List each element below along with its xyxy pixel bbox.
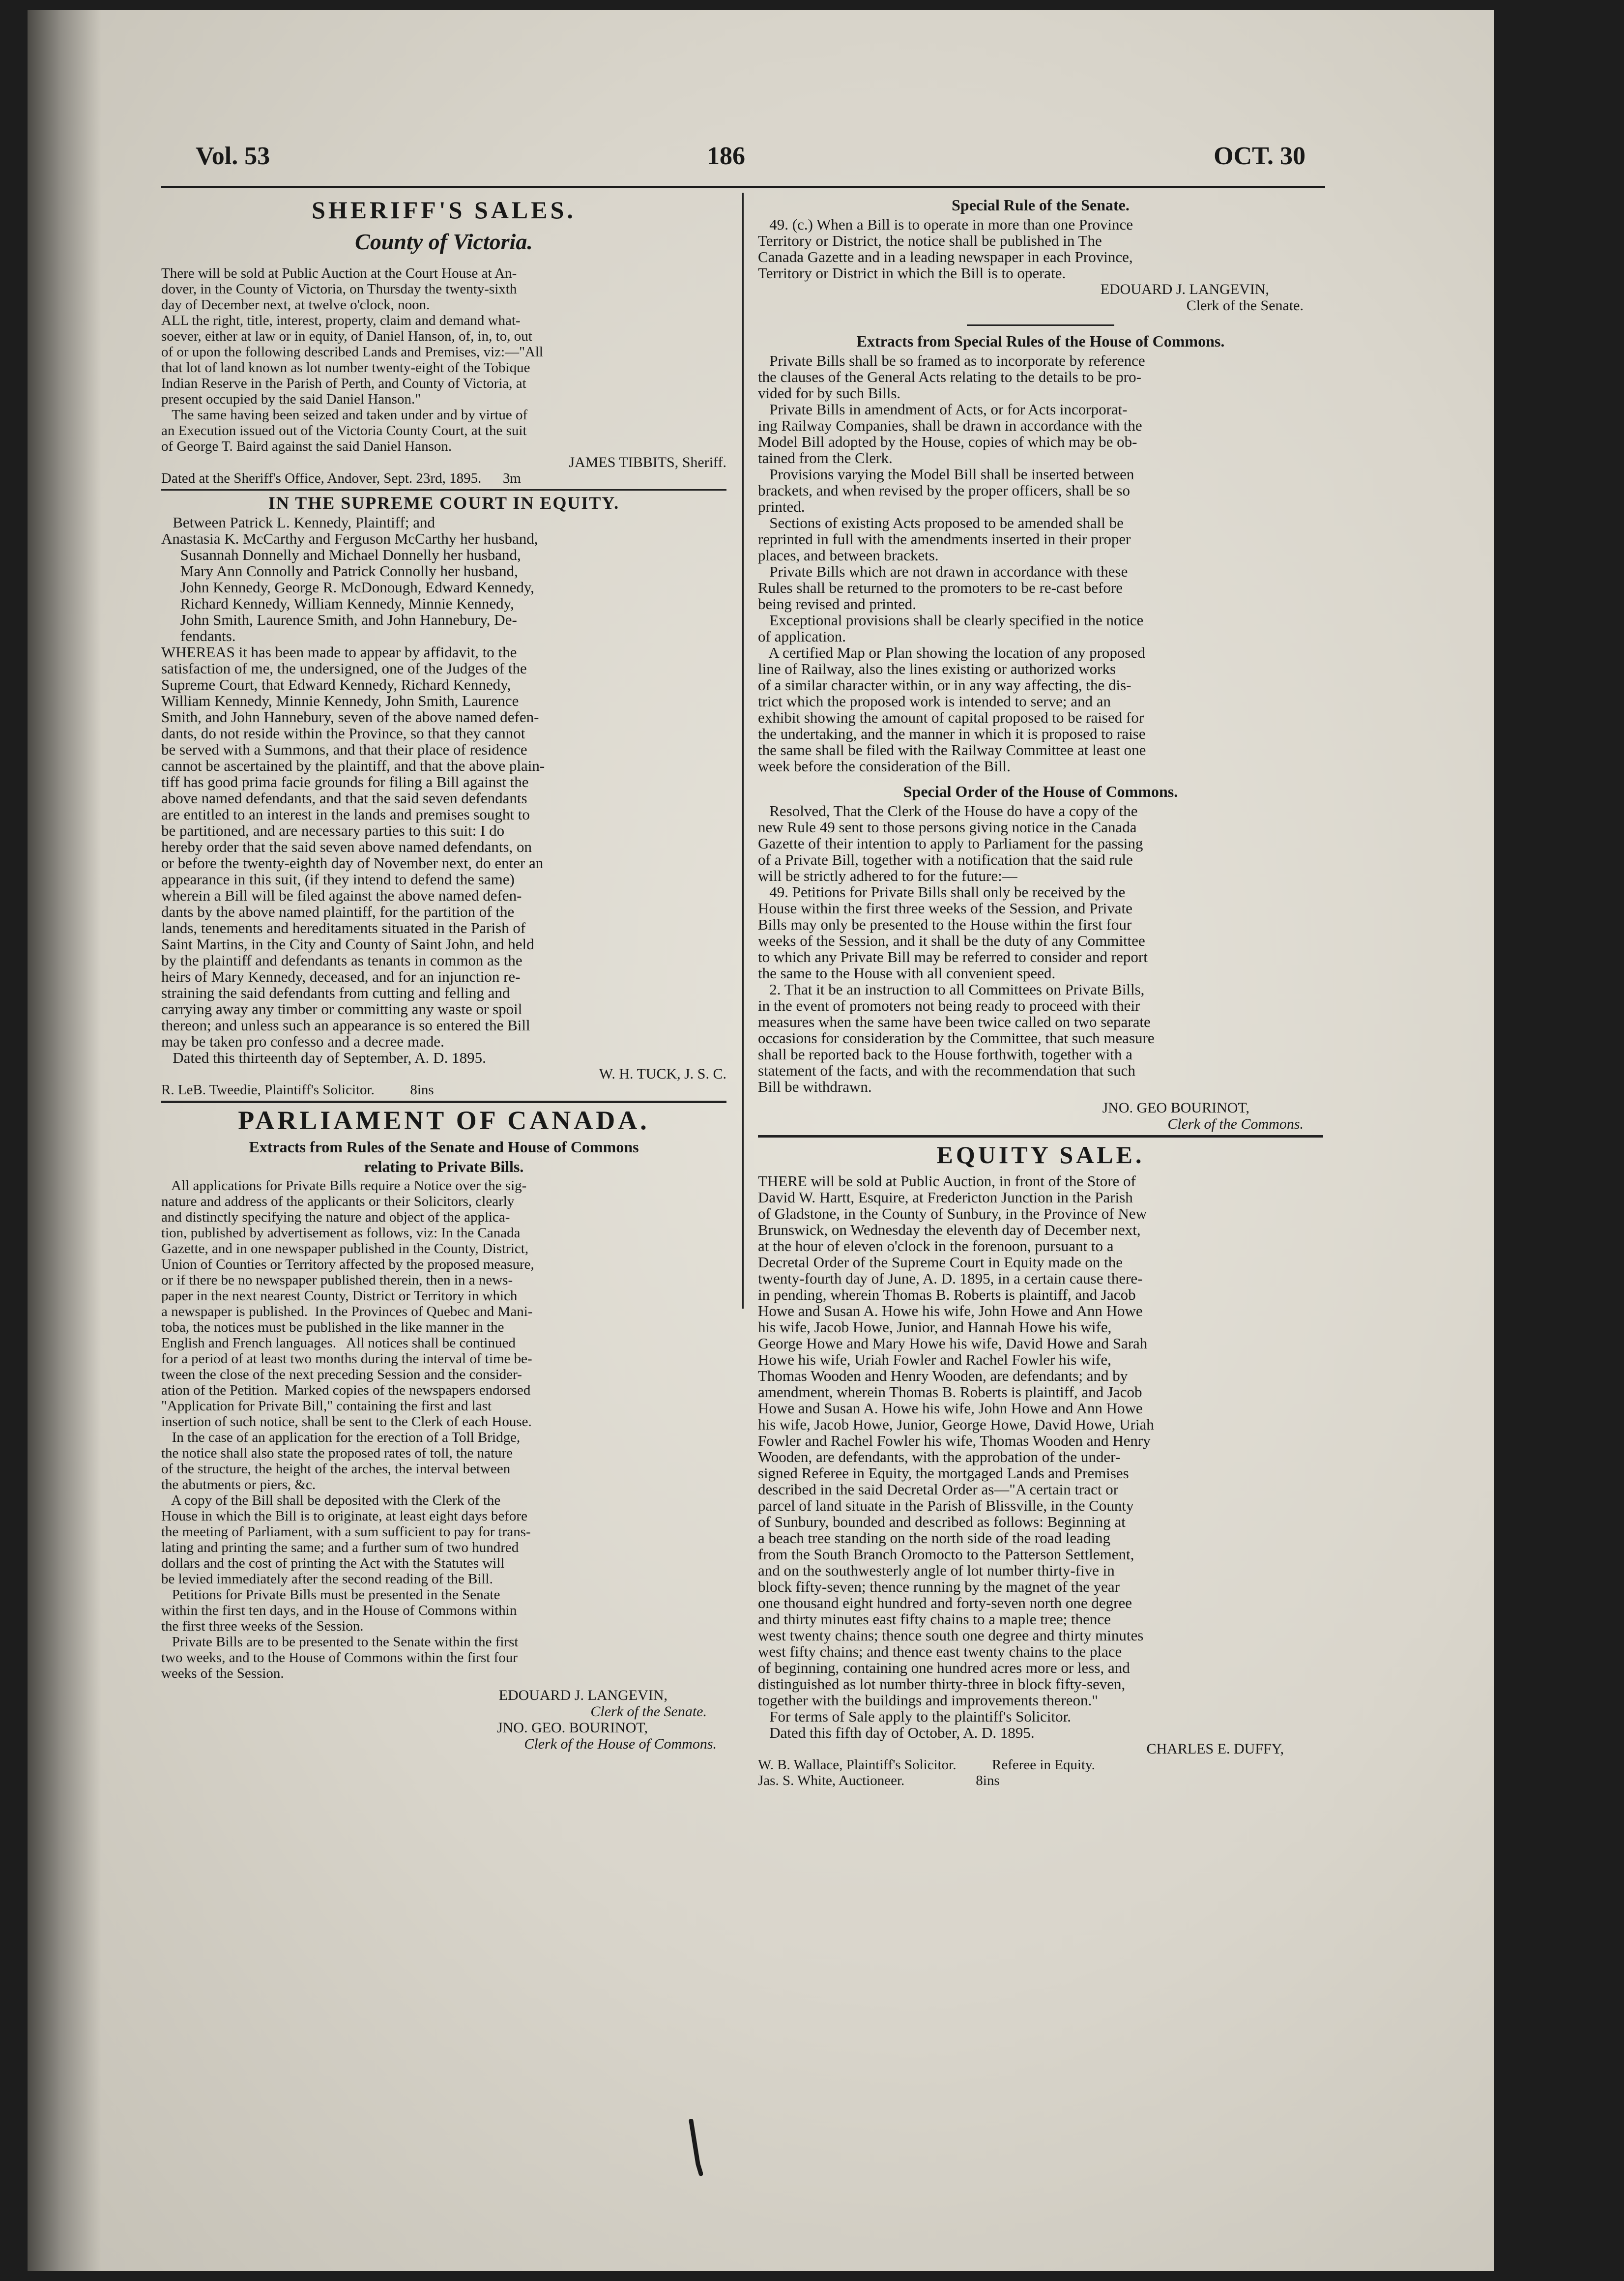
court-body-line: thereon; and unless such an appearance is so entered the Bill: [161, 1017, 530, 1034]
court-body-line: John Smith, Laurence Smith, and John Hannebury, De-: [161, 611, 517, 628]
court-body-line: satisfaction of me, the undersigned, one of the Judges of the: [161, 660, 527, 677]
sheriff-sale-body: [161, 265, 726, 454]
commons-rules-line: tained from the Clerk.: [758, 449, 893, 467]
volume-number: Vol. 53: [196, 142, 270, 170]
parliament-body-line: English and French languages. All notices shall be continued: [161, 1335, 516, 1351]
equity-sale-line: Decretal Order of the Supreme Court in Equity made on the: [758, 1254, 1123, 1271]
special-order-line: Bills may only be presented to the House within the first four: [758, 916, 1132, 933]
parliament-body-line: insertion of such notice, shall be sent to the Clerk of each House.: [161, 1414, 532, 1430]
court-body-line: dants by the above named plaintiff, for the partition of the: [161, 903, 515, 920]
issue-date: OCT. 30: [1214, 142, 1305, 170]
equity-sale-notice: [758, 1140, 1323, 1788]
equity-sale-line: signed Referee in Equity, the mortgaged Lands and Premises: [758, 1464, 1129, 1482]
special-order-line: of a Private Bill, together with a notification that the said rule: [758, 851, 1133, 868]
sheriff-dated-line: Dated at the Sheriff's Office, Andover, Sept. 23rd, 1895. 3m: [161, 470, 521, 486]
court-solicitor-line: R. LeB. Tweedie, Plaintiff's Solicitor. 8ins: [161, 1082, 434, 1098]
special-order-line: 49. Petitions for Private Bills shall only be received by the: [758, 883, 1126, 901]
sheriff-sale-line: an Execution issued out of the Victoria County Court, at the suit: [161, 423, 527, 439]
commons-rules-line: brackets, and when revised by the proper officers, shall be so: [758, 482, 1130, 499]
parliament-body-line: tween the close of the next preceding Session and the consider-: [161, 1367, 522, 1382]
equity-sale-line: Howe his wife, Uriah Fowler and Rachel Fowler his wife,: [758, 1351, 1111, 1368]
senate-rule-body: [758, 216, 1323, 281]
section-rule: [161, 489, 726, 491]
equity-sale-line: Brunswick, on Wednesday the eleventh day of December next,: [758, 1221, 1141, 1238]
court-body-line: carrying away any timber or committing any waste or spoil: [161, 1000, 522, 1018]
county-heading: County of Victoria.: [355, 229, 533, 254]
sheriff-sale-line: Indian Reserve in the Parish of Perth, and County of Victoria, at: [161, 376, 526, 391]
senate-rule-line: 49. (c.) When a Bill is to operate in more than one Province: [758, 216, 1133, 233]
court-body-line: Richard Kennedy, William Kennedy, Minnie Kennedy,: [161, 595, 514, 612]
equity-sale-line: from the South Branch Oromocto to the Patterson Settlement,: [758, 1546, 1134, 1563]
parliament-body-line: dollars and the cost of printing the Act with the Statutes will: [161, 1555, 505, 1571]
special-order-line: Bill be withdrawn.: [758, 1078, 872, 1095]
sheriff-sale-line: dover, in the County of Victoria, on Thursday the twenty-sixth: [161, 281, 517, 297]
court-body-line: straining the said defendants from cutting and felling and: [161, 984, 510, 1001]
court-body-line: dants, do not reside within the Province, so that they cannot: [161, 725, 525, 742]
parliament-notice: [161, 1106, 726, 1752]
special-order-line: shall be reported back to the House forthwith, together with a: [758, 1046, 1132, 1063]
court-body-line: hereby order that the said seven above named defendants, on: [161, 838, 532, 855]
parliament-body-line: the abutments or piers, &c.: [161, 1477, 316, 1492]
supreme-court-heading: IN THE SUPREME COURT IN EQUITY.: [268, 493, 620, 513]
court-body-line: may be taken pro confesso and a decree made.: [161, 1033, 444, 1050]
running-head: [161, 139, 1325, 188]
commons-rules-heading: Extracts from Special Rules of the House of Commons.: [856, 332, 1225, 350]
special-order-line: in the event of promoters not being ready to proceed with their: [758, 997, 1140, 1014]
senate-rule-signature: EDOUARD J. LANGEVIN,: [1100, 281, 1269, 297]
special-order-line: Gazette of their intention to apply to Parliament for the passing: [758, 835, 1143, 852]
senate-clerk-name: EDOUARD J. LANGEVIN,: [498, 1687, 667, 1703]
parliament-body-line: for a period of at least two months during the interval of time be-: [161, 1351, 532, 1367]
parliament-body-line: toba, the notices must be published in the like manner in the: [161, 1319, 504, 1335]
equity-sale-line: at the hour of eleven o'clock in the forenoon, pursuant to a: [758, 1237, 1114, 1255]
parliament-subheading-1: Extracts from Rules of the Senate and House of Commons: [249, 1138, 639, 1156]
commons-rules-line: Private Bills which are not drawn in accordance with these: [758, 563, 1128, 580]
equity-sale-line: of beginning, containing one hundred acres more or less, and: [758, 1659, 1130, 1676]
equity-sale-line: Fowler and Rachel Fowler his wife, Thomas Wooden and Henry: [758, 1432, 1151, 1449]
parliament-subheading-2: relating to Private Bills.: [364, 1158, 524, 1175]
commons-rules-line: line of Railway, also the lines existing or authorized works: [758, 660, 1116, 677]
commons-rules-line: of a similar character within, or in any way affecting, the dis-: [758, 676, 1131, 694]
equity-sale-line: his wife, Jacob Howe, Junior, and Hannah Howe his wife,: [758, 1318, 1112, 1336]
parliament-body-line: tion, published by advertisement as follows, viz: In the Canada: [161, 1225, 521, 1241]
equity-sale-line: Thomas Wooden and Henry Wooden, are defendants; and by: [758, 1367, 1128, 1384]
court-body-line: fendants.: [161, 627, 236, 644]
senate-rule-line: Territory or District, the notice shall be published in The: [758, 232, 1102, 249]
special-order-line: statement of the facts, and with the recommendation that such: [758, 1062, 1135, 1079]
parliament-body-line: A copy of the Bill shall be deposited with the Clerk of the: [161, 1492, 501, 1508]
court-body-line: be served with a Summons, and that their place of residence: [161, 741, 527, 758]
equity-auctioneer-line: Jas. S. White, Auctioneer. 8ins: [758, 1773, 1000, 1788]
court-body-line: heirs of Mary Kennedy, deceased, and for an injunction re-: [161, 968, 521, 985]
special-order-line: weeks of the Session, and it shall be the duty of any Committee: [758, 932, 1145, 949]
senate-rule-notice: [758, 197, 1323, 314]
equity-solicitor-line: W. B. Wallace, Plaintiff's Solicitor. Referee in Equity.: [758, 1757, 1095, 1773]
sheriff-signature: JAMES TIBBITS, Sheriff.: [569, 454, 726, 470]
parliament-body-line: lating and printing the same; and a further sum of two hundred: [161, 1540, 519, 1555]
commons-rules-line: of application.: [758, 628, 846, 645]
special-order-heading: Special Order of the House of Commons.: [903, 783, 1178, 800]
parliament-body-line: be levied immediately after the second reading of the Bill.: [161, 1571, 493, 1587]
parliament-body-line: "Application for Private Bill," containing the first and last: [161, 1398, 492, 1414]
special-order-line: to which any Private Bill may be referred to consider and report: [758, 948, 1148, 965]
court-body-line: John Kennedy, George R. McDonough, Edward Kennedy,: [161, 579, 535, 596]
equity-sale-line: and on the southwesterly angle of lot number thirty-five in: [758, 1562, 1115, 1579]
equity-sale-body: [758, 1173, 1323, 1741]
special-order-line: House within the first three weeks of the Session, and Private: [758, 900, 1132, 917]
commons-clerk-title: Clerk of the House of Commons.: [524, 1736, 717, 1752]
special-order-body: [758, 803, 1323, 1095]
court-body-line: Dated this thirteenth day of September, A. D. 1895.: [161, 1049, 486, 1066]
equity-sale-line: in pending, wherein Thomas B. Roberts is plaintiff, and Jacob: [758, 1286, 1136, 1303]
court-body-line: Anastasia K. McCarthy and Ferguson McCarthy her husband,: [161, 530, 538, 547]
commons-rules-body: [758, 352, 1323, 774]
commons-rules-line: ing Railway Companies, shall be drawn in accordance with the: [758, 417, 1142, 434]
special-order-line: Resolved, That the Clerk of the House do have a copy of the: [758, 802, 1138, 819]
commons-rules-line: A certified Map or Plan showing the location of any proposed: [758, 644, 1145, 661]
sheriff-sale-line: The same having been seized and taken under and by virtue of: [161, 407, 528, 423]
court-body-line: are entitled to an interest in the lands and premises sought to: [161, 806, 530, 823]
commons-rules-line: Private Bills in amendment of Acts, or for Acts incorporat-: [758, 401, 1128, 418]
section-rule: [758, 1135, 1323, 1138]
parliament-body-line: and distinctly specifying the nature and object of the applica-: [161, 1209, 510, 1225]
equity-sale-line: twenty-fourth day of June, A. D. 1895, in a certain cause there-: [758, 1270, 1143, 1287]
parliament-body-line: House in which the Bill is to originate, at least eight days before: [161, 1508, 527, 1524]
parliament-body-line: the meeting of Parliament, with a sum sufficient to pay for trans-: [161, 1524, 531, 1540]
equity-sale-line: west twenty chains; thence south one degree and thirty minutes: [758, 1627, 1144, 1644]
court-body-line: appearance in this suit, (if they intend to defend the same): [161, 871, 515, 888]
commons-rules-line: exhibit showing the amount of capital proposed to be raised for: [758, 709, 1144, 726]
sheriff-sale-line: that lot of land known as lot number twenty-eight of the Tobique: [161, 360, 530, 376]
equity-sale-line: Dated this fifth day of October, A. D. 1895.: [758, 1724, 1035, 1741]
court-body-line: tiff has good prima facie grounds for filing a Bill against the: [161, 773, 529, 790]
sheriff-sale-line: There will be sold at Public Auction at the Court House at An-: [161, 265, 517, 281]
sheriff-sale-line: day of December next, at twelve o'clock, noon.: [161, 297, 430, 313]
parliament-body-line: two weeks, and to the House of Commons within the first four: [161, 1650, 518, 1666]
parliament-body-line: weeks of the Session.: [161, 1666, 284, 1681]
parliament-body-line: within the first ten days, and in the House of Commons within: [161, 1603, 517, 1618]
commons-rules-line: Private Bills shall be so framed as to incorporate by reference: [758, 352, 1145, 369]
pencil-mark: [688, 2119, 703, 2178]
equity-sale-line: his wife, Jacob Howe, Junior, George Howe, David Howe, Uriah: [758, 1416, 1154, 1433]
equity-sale-line: of Sunbury, bounded and described as follows: Beginning at: [758, 1513, 1126, 1530]
commons-rules-line: the same shall be filed with the Railway Committee at least one: [758, 741, 1146, 759]
equity-sale-line: For terms of Sale apply to the plaintiff's Solicitor.: [758, 1708, 1071, 1725]
parliament-body-line: or if there be no newspaper published therein, then in a news-: [161, 1272, 513, 1288]
gazette-sheet: [161, 139, 1325, 2036]
parliament-body-line: ation of the Petition. Marked copies of the newspapers endorsed: [161, 1382, 531, 1398]
parliament-body-line: paper in the next nearest County, District or Territory in which: [161, 1288, 518, 1304]
commons-rules-line: Exceptional provisions shall be clearly specified in the notice: [758, 612, 1144, 629]
court-body-line: cannot be ascertained by the plaintiff, and that the above plain-: [161, 757, 545, 774]
parliament-heading: PARLIAMENT OF CANADA.: [238, 1106, 650, 1135]
equity-sale-line: described in the said Decretal Order as—"A certain tract or: [758, 1481, 1119, 1498]
senate-rule-heading: Special Rule of the Senate.: [952, 196, 1130, 214]
parliament-body-line: In the case of an application for the erection of a Toll Bridge,: [161, 1430, 521, 1445]
commons-rules-line: reprinted in full with the amendments inserted in their proper: [758, 530, 1131, 548]
sheriff-sale-notice: [161, 196, 726, 486]
court-body-line: Smith, and John Hannebury, seven of the above named defen-: [161, 708, 539, 726]
commons-rules-line: Model Bill adopted by the House, copies of which may be ob-: [758, 433, 1137, 450]
equity-sale-line: THERE will be sold at Public Auction, in front of the Store of: [758, 1172, 1136, 1190]
commons-rules-line: vided for by such Bills.: [758, 384, 901, 402]
equity-sale-line: amendment, wherein Thomas B. Roberts is plaintiff, and Jacob: [758, 1383, 1142, 1401]
parliament-body-line: Petitions for Private Bills must be presented in the Senate: [161, 1587, 500, 1603]
equity-sale-line: Howe and Susan A. Howe his wife, John Howe and Ann Howe: [758, 1400, 1143, 1417]
court-body-line: wherein a Bill will be filed against the above named defen-: [161, 887, 522, 904]
left-column: [161, 193, 726, 2036]
sheriff-sale-heading: SHERIFF'S SALES.: [312, 196, 576, 224]
equity-sale-line: parcel of land situate in the Parish of Blissville, in the County: [758, 1497, 1134, 1514]
special-order-line: the same to the House with all convenient speed.: [758, 965, 1056, 982]
equity-sale-line: Wooden, are defendants, with the approbation of the under-: [758, 1448, 1121, 1465]
commons-rules-line: trict which the proposed work is intended to serve; and an: [758, 693, 1111, 710]
section-rule: [161, 1101, 726, 1103]
parliament-body-line: the first three weeks of the Session.: [161, 1618, 364, 1634]
equity-sale-line: a beach tree standing on the north side of the road leading: [758, 1529, 1111, 1547]
commons-rules-line: Sections of existing Acts proposed to be amended shall be: [758, 514, 1124, 531]
scanned-page: [28, 10, 1494, 2271]
commons-rules-line: printed.: [758, 498, 805, 515]
sheriff-sale-line: soever, either at law or in equity, of Daniel Hanson, of, in, to, out: [161, 328, 532, 344]
equity-sale-line: west fifty chains; and thence east twenty chains to the place: [758, 1643, 1122, 1660]
parliament-body-line: Private Bills are to be presented to the Senate within the first: [161, 1634, 519, 1650]
judge-signature: W. H. TUCK, J. S. C.: [599, 1066, 726, 1082]
parliament-body-line: the notice shall also state the proposed rates of toll, the nature: [161, 1445, 513, 1461]
court-body-line: Between Patrick L. Kennedy, Plaintiff; and: [161, 514, 435, 531]
special-order-line: occasions for consideration by the Committee, that such measure: [758, 1029, 1155, 1047]
supreme-court-body: [161, 514, 726, 1066]
sheriff-sale-line: of George T. Baird against the said Daniel Hanson.: [161, 439, 452, 454]
parliament-body-line: Gazette, and in one newspaper published in the County, District,: [161, 1241, 529, 1257]
commons-rules-line: week before the consideration of the Bill.: [758, 758, 1011, 775]
court-body-line: or before the twenty-eighth day of November next, do enter an: [161, 854, 544, 872]
commons-rules-line: Rules shall be returned to the promoters to be re-cast before: [758, 579, 1123, 596]
equity-sale-line: block fifty-seven; thence running by the magnet of the year: [758, 1578, 1120, 1595]
court-body-line: William Kennedy, Minnie Kennedy, John Smith, Laurence: [161, 692, 519, 709]
commons-rules-line: Provisions varying the Model Bill shall be inserted between: [758, 466, 1134, 483]
commons-rules-line: the clauses of the General Acts relating to the details to be pro-: [758, 368, 1141, 385]
parliament-body-line: Union of Counties or Territory affected by the proposed measure,: [161, 1257, 534, 1272]
equity-sale-heading: EQUITY SALE.: [936, 1141, 1145, 1169]
equity-sale-line: distinguished as lot number thirty-three in block fifty-seven,: [758, 1675, 1126, 1693]
sheriff-sale-line: present occupied by the said Daniel Hanson.": [161, 391, 421, 407]
referee-signature: CHARLES E. DUFFY,: [1146, 1741, 1284, 1757]
sheriff-sale-line: ALL the right, title, interest, property, claim and demand what-: [161, 313, 521, 328]
commons-rules-line: places, and between brackets.: [758, 547, 939, 564]
court-body-line: WHEREAS it has been made to appear by affidavit, to the: [161, 643, 517, 661]
senate-rule-line: Territory or District in which the Bill is to operate.: [758, 264, 1066, 282]
supreme-court-notice: [161, 495, 726, 1098]
commons-clerk-name: JNO. GEO. BOURINOT,: [497, 1720, 648, 1736]
parliament-body-line: of the structure, the height of the arches, the interval between: [161, 1461, 511, 1477]
court-body-line: by the plaintiff and defendants as tenants in common as the: [161, 952, 522, 969]
equity-sale-line: and thirty minutes east fifty chains to a maple tree; thence: [758, 1610, 1111, 1628]
special-order-line: 2. That it be an instruction to all Committees on Private Bills,: [758, 981, 1145, 998]
equity-sale-line: together with the buildings and improvements thereon.": [758, 1692, 1098, 1709]
short-rule: [967, 324, 1114, 326]
special-order-line: measures when the same have been twice called on two separate: [758, 1013, 1151, 1030]
right-column: [758, 193, 1323, 2036]
commons-rules-line: being revised and printed.: [758, 595, 916, 613]
court-body-line: Supreme Court, that Edward Kennedy, Richard Kennedy,: [161, 676, 511, 693]
commons-rules-line: the undertaking, and the manner in which it is proposed to raise: [758, 725, 1146, 742]
commons-rules-notice: [758, 333, 1323, 774]
special-order-signature-title: Clerk of the Commons.: [1167, 1116, 1304, 1132]
equity-sale-line: one thousand eight hundred and forty-seven north one degree: [758, 1594, 1132, 1611]
senate-rule-signature-title: Clerk of the Senate.: [1186, 297, 1304, 314]
equity-sale-line: George Howe and Mary Howe his wife, David Howe and Sarah: [758, 1335, 1148, 1352]
special-order-notice: [758, 783, 1323, 1132]
court-body-line: be partitioned, and are necessary parties to this suit: I do: [161, 822, 505, 839]
equity-sale-line: Howe and Susan A. Howe his wife, John Howe and Ann Howe: [758, 1302, 1143, 1319]
parliament-body-line: All applications for Private Bills require a Notice over the sig-: [161, 1178, 527, 1194]
special-order-line: will be strictly adhered to for the future:—: [758, 867, 1017, 884]
court-body-line: Mary Ann Connolly and Patrick Connolly her husband,: [161, 562, 518, 580]
special-order-line: new Rule 49 sent to those persons giving notice in the Canada: [758, 819, 1137, 836]
court-body-line: above named defendants, and that the said seven defendants: [161, 790, 527, 807]
senate-clerk-title: Clerk of the Senate.: [590, 1703, 707, 1720]
parliament-body-line: a newspaper is published. In the Provinces of Quebec and Mani-: [161, 1304, 533, 1319]
special-order-signature: JNO. GEO BOURINOT,: [1102, 1100, 1249, 1116]
court-body-line: lands, tenements and hereditaments situated in the Parish of: [161, 919, 526, 936]
sheriff-sale-line: of or upon the following described Lands and Premises, viz:—"All: [161, 344, 543, 360]
columns: [161, 193, 1325, 2036]
senate-rule-line: Canada Gazette and in a leading newspaper in each Province,: [758, 248, 1133, 265]
column-divider: [742, 193, 744, 1309]
court-body-line: Susannah Donnelly and Michael Donnelly her husband,: [161, 546, 521, 563]
court-body-line: Saint Martins, in the City and County of Saint John, and held: [161, 936, 534, 953]
equity-sale-line: David W. Hartt, Esquire, at Fredericton Junction in the Parish: [758, 1189, 1133, 1206]
page-number: 186: [707, 142, 745, 170]
equity-sale-line: of Gladstone, in the County of Sunbury, in the Province of New: [758, 1205, 1147, 1222]
parliament-body: [161, 1178, 726, 1681]
parliament-body-line: nature and address of the applicants or their Solicitors, clearly: [161, 1194, 515, 1209]
binding-gutter-shadow: [28, 10, 101, 2271]
